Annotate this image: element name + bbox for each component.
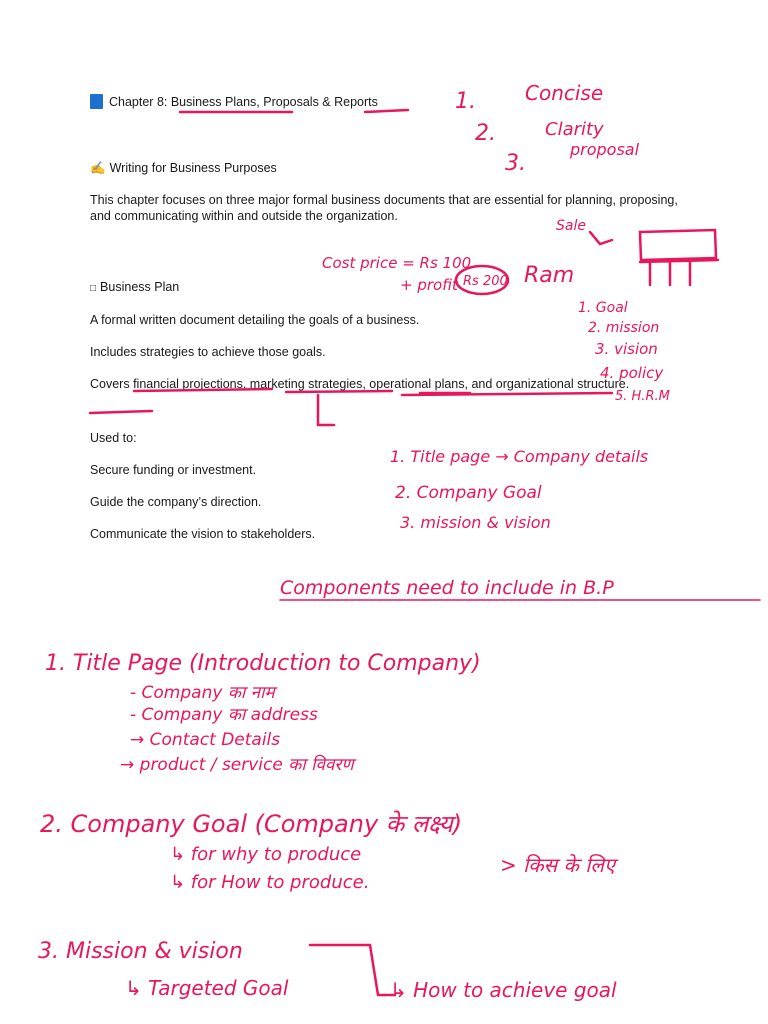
underline-marketing — [286, 391, 392, 392]
ann-profit: + profit — [400, 276, 458, 294]
square-icon: □ — [90, 283, 97, 294]
ann-tp-4: → product / service का विवरण — [120, 755, 354, 775]
ann-how-achieve: ↳ How to achieve goal — [390, 978, 617, 1002]
paragraph-1: A formal written document detailing the goals of a business. — [90, 313, 420, 327]
ann-mid-1: 1. Title page → Company details — [390, 447, 649, 466]
underline-reports — [365, 110, 408, 112]
ann-policy: 4. policy — [600, 364, 664, 382]
underline-financial — [134, 389, 272, 391]
used-to-label: Used to: — [90, 431, 137, 445]
arrow-to-sale — [590, 232, 612, 244]
ann-mission: 2. mission — [588, 320, 660, 336]
paragraph-2: Includes strategies to achieve those goals. — [90, 345, 326, 359]
ann-targeted-goal: ↳ Targeted Goal — [125, 976, 289, 1000]
mission-bracket — [310, 945, 395, 995]
use-item-2: Guide the company’s direction. — [90, 495, 262, 509]
writing-hand-icon: ✍ — [90, 161, 106, 175]
chapter-title: Chapter 8: Business Plans, Proposals & Reports — [109, 95, 378, 109]
ann-goal-1: ↳ for why to produce — [170, 844, 362, 865]
intro-paragraph: This chapter focuses on three major formal business documents that are essential for planning, proposing, and communicating within and outside the organization. — [90, 193, 678, 223]
ann-mid-3: 3. mission & vision — [400, 513, 551, 532]
arrow-down — [318, 395, 334, 425]
underline-structure — [90, 411, 152, 413]
ann-goal: 1. Goal — [578, 300, 628, 316]
ann-goal-2: ↳ for How to produce. — [170, 872, 370, 893]
ann-goal-right: > किस के लिए — [500, 853, 616, 877]
ann-components: Components need to include in B.P — [280, 577, 614, 599]
ann-mission-vision: 3. Mission & vision — [38, 939, 243, 964]
paragraph-3: Covers financial projections, marketing strategies, operational plans, and organizational structure. — [90, 377, 630, 391]
ann-tp-3: → Contact Details — [130, 730, 281, 750]
ann-sale: Sale — [556, 218, 586, 234]
ann-mid-2: 2. Company Goal — [395, 483, 542, 503]
ann-tp-1: - Company का नाम — [130, 683, 275, 703]
ann-cost: Cost price = Rs 100 — [322, 254, 472, 272]
ann-tp-2: - Company का address — [130, 705, 318, 725]
ann-clarity: Clarity — [545, 119, 604, 140]
ann-proposal: proposal — [570, 140, 640, 159]
ann-title-page: 1. Title Page (Introduction to Company) — [45, 651, 481, 676]
box-diagram — [640, 230, 718, 285]
ann-company-goal: 2. Company Goal (Company के लक्ष्य) — [40, 810, 463, 838]
ann-hrm: 5. H.R.M — [615, 389, 670, 404]
ann-vision: 3. vision — [595, 340, 658, 358]
ann-concise: Concise — [525, 81, 604, 105]
ann-2: 2. — [475, 121, 496, 146]
ann-ram: Ram — [524, 263, 575, 288]
subsection-title: Business Plan — [100, 280, 180, 294]
use-item-1: Secure funding or investment. — [90, 463, 257, 477]
ann-3: 3. — [505, 151, 526, 176]
ann-price-circle: Rs 200 — [463, 274, 508, 289]
use-item-3: Communicate the vision to stakeholders. — [90, 527, 316, 541]
ann-1: 1. — [455, 89, 476, 114]
section-title: Writing for Business Purposes — [109, 161, 277, 175]
